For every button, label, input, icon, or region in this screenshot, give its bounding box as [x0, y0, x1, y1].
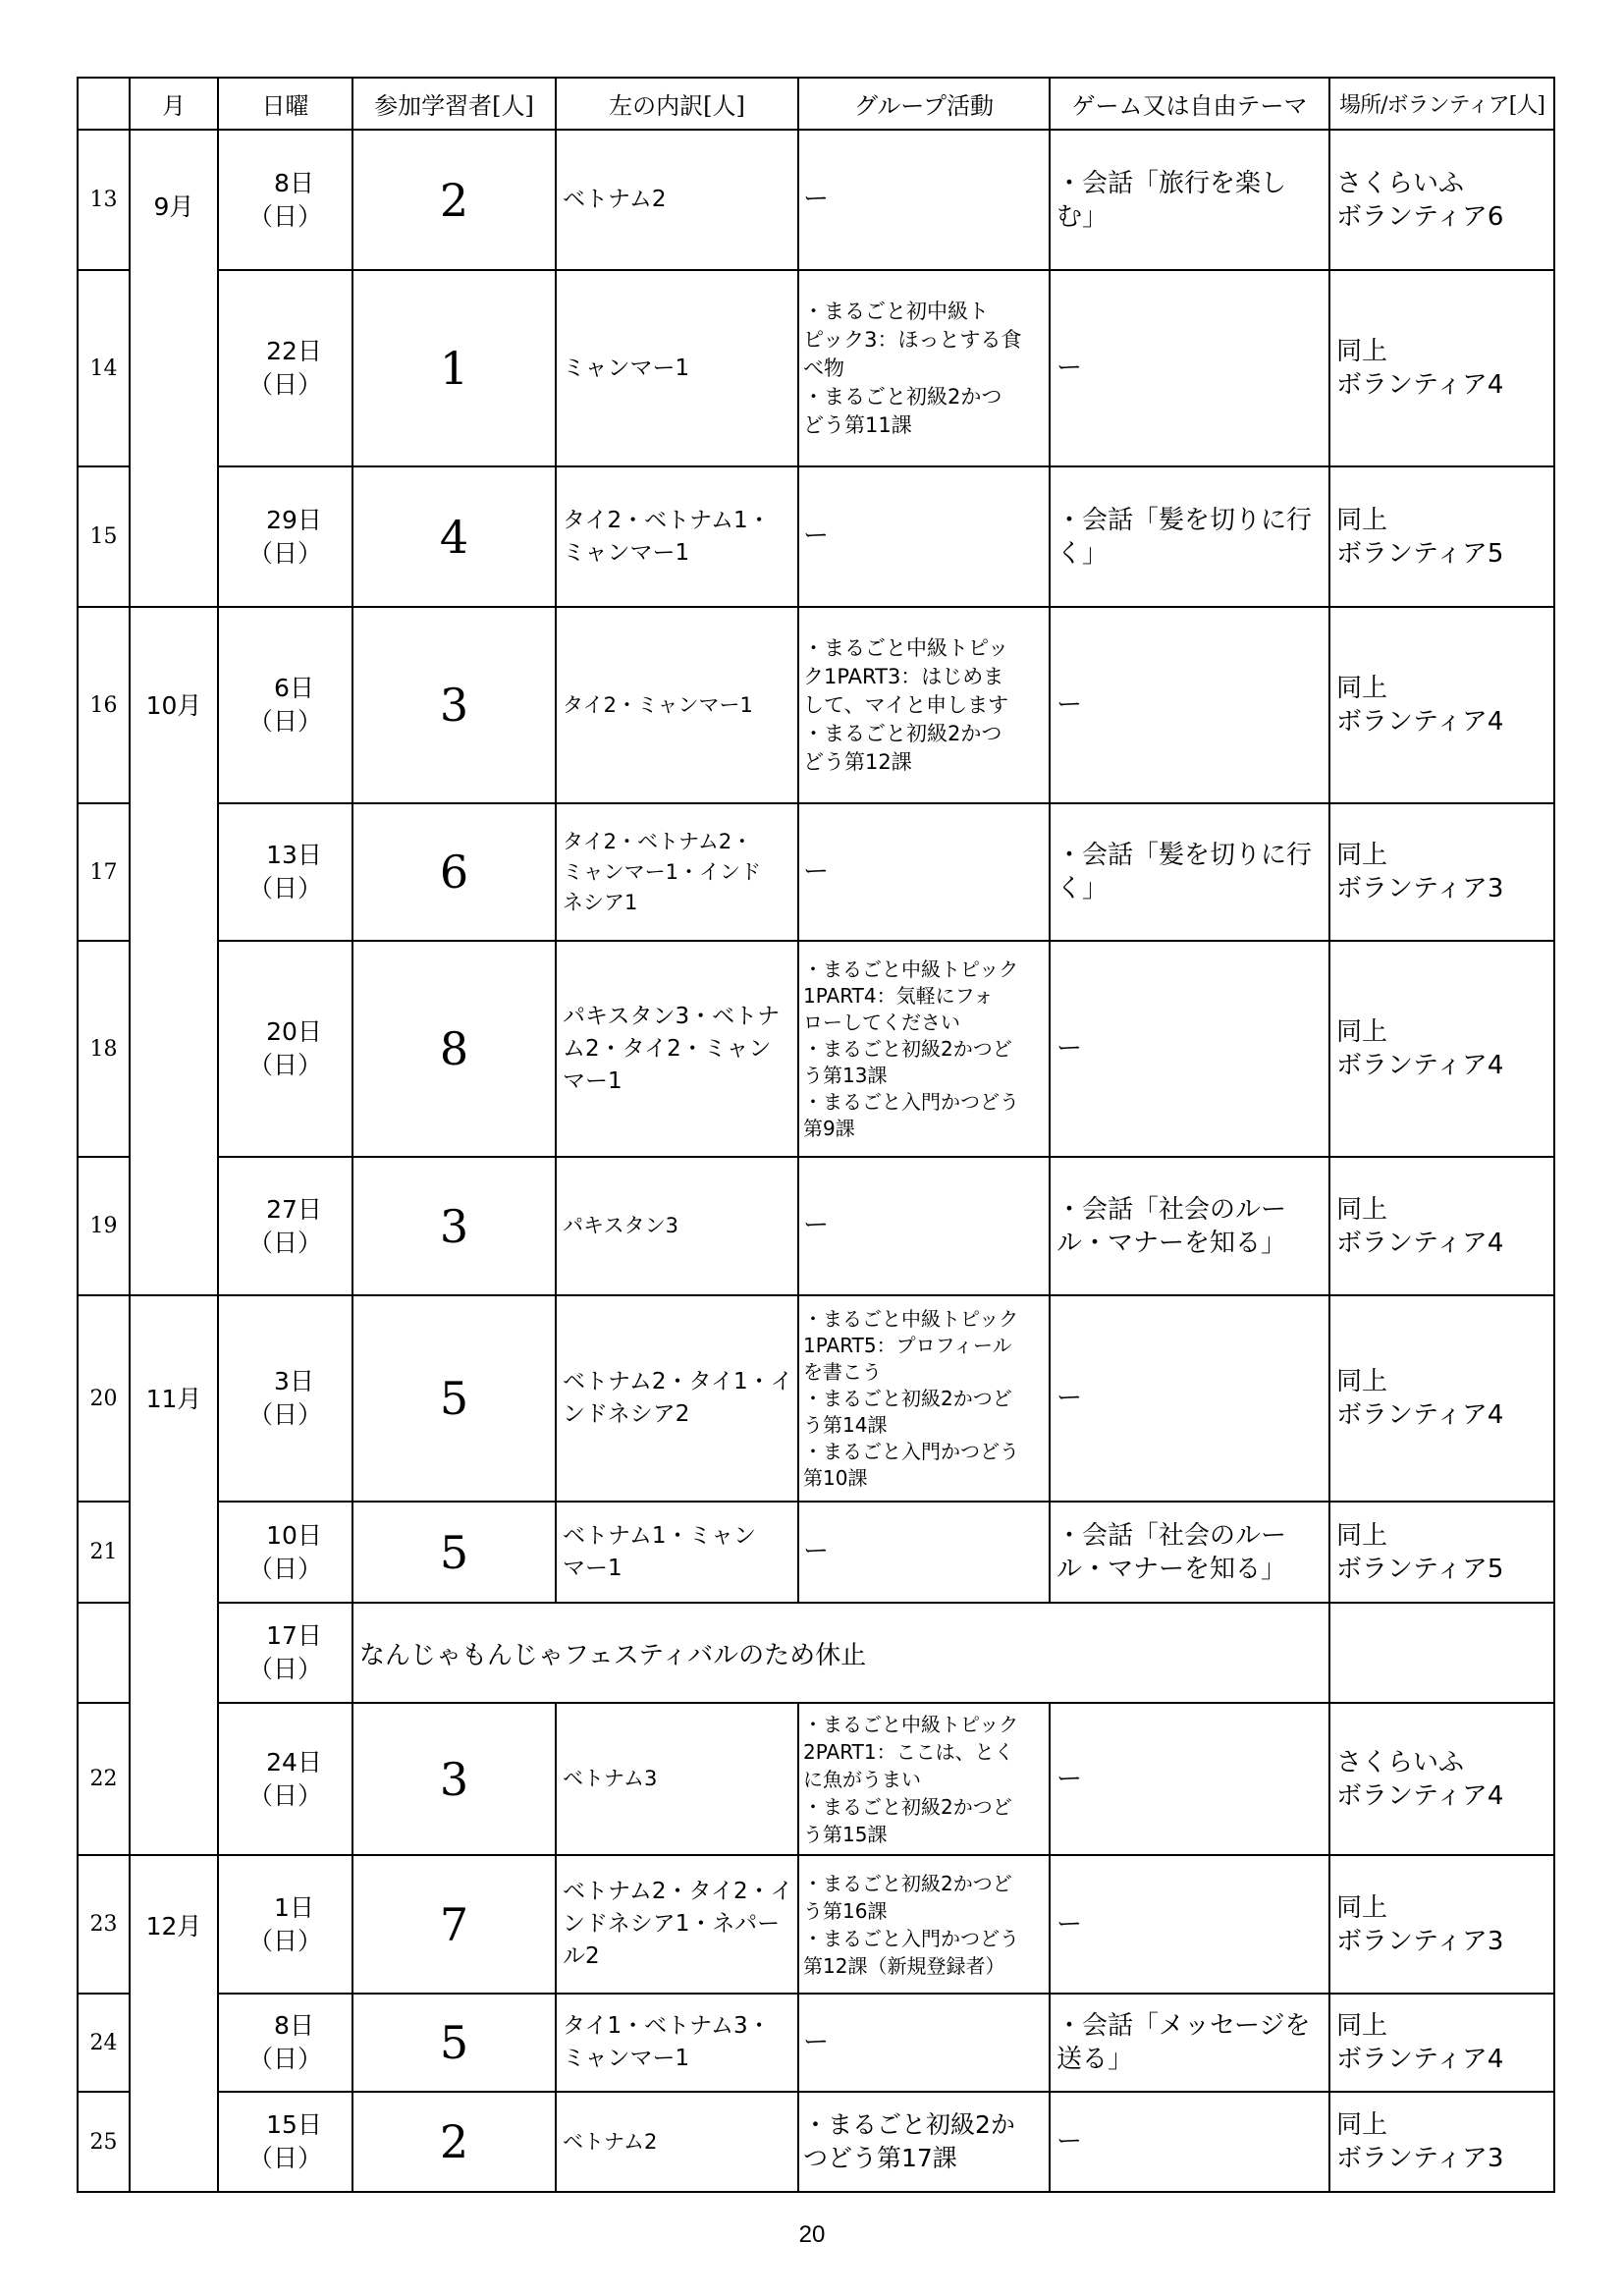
month-cell: 12月 [130, 1855, 218, 2192]
place-line: 同上 [1336, 1892, 1388, 1923]
place-line: ボランティア3 [1336, 874, 1504, 903]
group-line: つどう第17課 [803, 2144, 957, 2172]
row-number: 24 [78, 1994, 130, 2092]
table-row [78, 1502, 1554, 1603]
breakdown-cell [556, 1502, 798, 1603]
header-date: 日曜 [218, 78, 352, 130]
group-line: う第16課 [803, 1898, 888, 1923]
group-line: ローしてください [803, 1010, 960, 1034]
day: 29日 [266, 505, 322, 534]
participant-count: 8 [352, 941, 556, 1157]
date-cell [218, 1703, 352, 1855]
place-cell [1329, 1157, 1554, 1295]
place-cell [1329, 466, 1554, 607]
group-line: ー [803, 1211, 830, 1240]
place-line: 同上 [1336, 2110, 1388, 2140]
header-row [78, 78, 1554, 130]
table-row [78, 803, 1554, 941]
breakdown-line: パキスタン3 [563, 1214, 678, 1237]
row-number: 14 [78, 270, 130, 466]
theme-cell [1050, 270, 1329, 466]
header-no [78, 78, 130, 130]
day: 13日 [266, 841, 322, 869]
group-line: ー [803, 185, 830, 214]
breakdown-line: ベトナム1・ミャン [563, 1522, 757, 1549]
participant-count: 5 [352, 1994, 556, 2092]
breakdown-line: ベトナム2・タイ1・イ [563, 1369, 793, 1394]
breakdown-cell [556, 1703, 798, 1855]
weekday: （日） [247, 1780, 322, 1810]
place-line: 同上 [1336, 505, 1388, 535]
group-line: ク1PART3：はじめま [803, 664, 1004, 688]
group-line: ・まるごと初級2かつ [803, 384, 1002, 409]
group-line: ・まるごと中級トピック [803, 1712, 1019, 1736]
breakdown-cell [556, 130, 798, 270]
header-place-volunteers: 場所/ボランティア[人] [1329, 78, 1554, 130]
header-group-activity: グループ活動 [798, 78, 1050, 130]
weekday: （日） [247, 370, 322, 399]
place-cell [1329, 2092, 1554, 2192]
breakdown-line: ベトナム2 [563, 2129, 658, 2154]
breakdown-cell [556, 803, 798, 941]
place-line: ボランティア6 [1336, 201, 1504, 232]
weekday: （日） [247, 1554, 322, 1583]
group-line: ー [803, 521, 830, 551]
theme-line: ー [1056, 1764, 1083, 1794]
breakdown-line: タイ2・ミャンマー1 [563, 692, 753, 717]
row-number: 13 [78, 130, 130, 270]
group-activity-cell [798, 2092, 1050, 2192]
theme-line: ・会話「旅行を楽し [1056, 168, 1287, 198]
group-line: ・まるごと中級トピッ [803, 635, 1009, 660]
participant-count: 2 [352, 130, 556, 270]
weekday: （日） [247, 1655, 322, 1683]
place-line: 同上 [1336, 337, 1388, 366]
group-activity-cell [798, 941, 1050, 1157]
day: 10日 [266, 1520, 322, 1550]
breakdown-cell [556, 941, 798, 1157]
row-number: 25 [78, 2092, 130, 2192]
theme-cell [1050, 466, 1329, 607]
table-row [78, 1603, 1554, 1703]
place-cell [1329, 130, 1554, 270]
theme-line: む」 [1056, 201, 1109, 232]
group-line: ・まるごと初中級ト [803, 299, 989, 323]
place-line: ボランティア4 [1336, 1228, 1504, 1258]
group-line: う第13課 [803, 1063, 888, 1087]
place-cell [1329, 270, 1554, 466]
group-line: 2PART1：ここは、とく [803, 1739, 1014, 1764]
place-line: さくらいふ [1336, 1747, 1465, 1777]
date-cell [218, 466, 352, 607]
day: 27日 [266, 1194, 322, 1224]
breakdown-cell [556, 607, 798, 803]
place-line: 同上 [1336, 2011, 1388, 2041]
theme-cell [1050, 1502, 1329, 1603]
breakdown-cell [556, 1157, 798, 1295]
place-line: ボランティア3 [1336, 1926, 1504, 1956]
theme-cell [1050, 607, 1329, 803]
group-line: う第15課 [803, 1822, 888, 1846]
group-line: ー [803, 2027, 830, 2057]
place-line: さくらいふ [1336, 168, 1465, 198]
row-number: 23 [78, 1855, 130, 1994]
group-activity-cell [798, 1295, 1050, 1502]
day: 8日 [274, 168, 314, 197]
row-number [78, 1603, 130, 1703]
breakdown-line: マー1 [563, 1555, 623, 1581]
table-row [78, 270, 1554, 466]
row-number: 20 [78, 1295, 130, 1502]
place-line: 同上 [1336, 841, 1388, 870]
date-cell [218, 803, 352, 941]
place-cell [1329, 1502, 1554, 1603]
place-line: ボランティア4 [1336, 1051, 1504, 1080]
group-activity-cell [798, 1703, 1050, 1855]
group-line: ー [803, 856, 830, 887]
month-cell: 9月 [130, 130, 218, 607]
month-cell: 10月 [130, 607, 218, 1295]
theme-cell [1050, 1295, 1329, 1502]
date-cell [218, 941, 352, 1157]
theme-line: く」 [1056, 538, 1109, 569]
group-line: 1PART4：気軽にフォ [803, 983, 994, 1008]
place-line: 同上 [1336, 1367, 1388, 1396]
group-line: ・まるごと入門かつどう [803, 1926, 1019, 1950]
group-activity-cell [798, 130, 1050, 270]
group-line: ・まるごと初級2かつど [803, 1036, 1012, 1061]
group-line: ・まるごと中級トピック [803, 1306, 1019, 1331]
group-line: ー [803, 1537, 830, 1566]
breakdown-line: タイ2・ベトナム2・ [563, 829, 753, 853]
theme-line: ル・マナーを知る」 [1056, 1554, 1287, 1584]
place-cell [1329, 607, 1554, 803]
theme-line: ル・マナーを知る」 [1056, 1228, 1287, 1258]
breakdown-cell [556, 1855, 798, 1994]
group-line: ・まるごと入門かつどう [803, 1089, 1019, 1114]
breakdown-line: パキスタン3・ベトナ [563, 1003, 781, 1029]
table-row [78, 1703, 1554, 1855]
breakdown-cell [556, 2092, 798, 2192]
theme-cell [1050, 1855, 1329, 1994]
group-line: ・まるごと初級2か [803, 2110, 1015, 2139]
breakdown-line: ベトナム2 [563, 187, 667, 212]
group-line: 第12課（新規登録者） [803, 1953, 1005, 1978]
place-line: ボランティア3 [1336, 2144, 1504, 2173]
group-activity-cell [798, 466, 1050, 607]
header-month: 月 [130, 78, 218, 130]
date-cell [218, 1603, 352, 1703]
day: 6日 [274, 674, 314, 702]
closure-note: なんじゃもんじゃフェスティバルのため休止 [352, 1603, 1329, 1703]
date-cell [218, 1502, 352, 1603]
participant-count: 2 [352, 2092, 556, 2192]
group-activity-cell [798, 1994, 1050, 2092]
theme-cell [1050, 2092, 1329, 2192]
date-cell [218, 1157, 352, 1295]
table-row [78, 607, 1554, 803]
breakdown-line: マー1 [563, 1067, 623, 1094]
place-line: ボランティア4 [1336, 1400, 1504, 1430]
group-line: ・まるごと中級トピック [803, 957, 1019, 981]
row-number: 22 [78, 1703, 130, 1855]
group-activity-cell [798, 607, 1050, 803]
breakdown-line: ル2 [563, 1943, 600, 1969]
weekday: （日） [247, 874, 322, 902]
header-breakdown: 左の内訳[人] [556, 78, 798, 130]
table-row [78, 1295, 1554, 1502]
group-line: して、マイと申します [803, 692, 1009, 717]
row-number: 18 [78, 941, 130, 1157]
day: 8日 [274, 2011, 314, 2040]
group-line: 1PART5：プロフィール [803, 1333, 1012, 1357]
place-line: ボランティア5 [1336, 1554, 1504, 1584]
place-line: 同上 [1336, 1017, 1388, 1047]
group-line: ピック3：ほっとする食 [803, 327, 1022, 352]
participant-count: 5 [352, 1295, 556, 1502]
theme-line: ー [1056, 1034, 1083, 1064]
participant-count: 6 [352, 803, 556, 941]
breakdown-line: ベトナム3 [563, 1767, 658, 1790]
group-line: 第10課 [803, 1465, 868, 1490]
place-line: 同上 [1336, 674, 1388, 703]
day: 17日 [266, 1621, 322, 1650]
breakdown-cell [556, 1295, 798, 1502]
group-activity-cell [798, 803, 1050, 941]
theme-line: ー [1056, 1384, 1083, 1413]
group-line: べ物 [803, 355, 844, 380]
group-line: う第14課 [803, 1412, 888, 1437]
table-row [78, 466, 1554, 607]
place-cell [1329, 803, 1554, 941]
theme-line: ・会話「髪を切りに行 [1056, 505, 1313, 535]
participant-count: 1 [352, 270, 556, 466]
theme-line: ー [1056, 1909, 1083, 1940]
group-line: ・まるごと初級2かつど [803, 1386, 1012, 1410]
participant-count: 3 [352, 607, 556, 803]
participant-count: 7 [352, 1855, 556, 1994]
empty-cell [1329, 1603, 1554, 1703]
weekday: （日） [247, 1400, 322, 1429]
table-row [78, 1994, 1554, 2092]
header-participants: 参加学習者[人] [352, 78, 556, 130]
group-line: ・まるごと初級2かつ [803, 721, 1002, 745]
theme-cell [1050, 1157, 1329, 1295]
breakdown-line: ミャンマー1 [563, 355, 690, 381]
place-cell [1329, 1855, 1554, 1994]
breakdown-line: ベトナム2・タイ2・イ [563, 1879, 793, 1904]
breakdown-line: ミャンマー1・インド [563, 859, 761, 884]
group-activity-cell [798, 1157, 1050, 1295]
theme-cell [1050, 941, 1329, 1157]
date-cell [218, 270, 352, 466]
place-cell [1329, 941, 1554, 1157]
participant-count: 3 [352, 1703, 556, 1855]
weekday: （日） [247, 1051, 322, 1079]
group-line: ・まるごと初級2かつど [803, 1794, 1012, 1819]
breakdown-line: タイ2・ベトナム1・ [563, 507, 771, 533]
date-cell [218, 1994, 352, 2092]
date-cell [218, 130, 352, 270]
participant-count: 5 [352, 1502, 556, 1603]
table-row [78, 1157, 1554, 1295]
header-game-theme: ゲーム又は自由テーマ [1050, 78, 1329, 130]
day: 3日 [274, 1367, 314, 1395]
day: 22日 [266, 337, 322, 365]
group-line: 第9課 [803, 1116, 855, 1140]
theme-line: ー [1056, 354, 1083, 383]
group-line: どう第12課 [803, 749, 912, 774]
page-number: 20 [798, 2221, 826, 2248]
table-row [78, 2092, 1554, 2192]
participant-count: 4 [352, 466, 556, 607]
group-activity-cell [798, 270, 1050, 466]
weekday: （日） [247, 201, 322, 231]
place-line: ボランティア4 [1336, 707, 1504, 737]
date-cell [218, 1295, 352, 1502]
day: 1日 [274, 1892, 314, 1922]
breakdown-cell [556, 1994, 798, 2092]
group-line: に魚がうまい [803, 1767, 921, 1791]
place-line: ボランティア5 [1336, 538, 1504, 569]
date-cell [218, 2092, 352, 2192]
row-number: 19 [78, 1157, 130, 1295]
group-line: どう第11課 [803, 412, 912, 437]
theme-line: 送る」 [1056, 2045, 1134, 2074]
group-line: を書こう [803, 1359, 882, 1384]
participant-count: 3 [352, 1157, 556, 1295]
activity-log-table [77, 77, 1555, 2193]
breakdown-line: ンドネシア2 [563, 1401, 690, 1427]
theme-line: ー [1056, 2127, 1083, 2157]
row-number: 15 [78, 466, 130, 607]
group-line: ・まるごと入門かつどう [803, 1439, 1019, 1463]
weekday: （日） [247, 707, 322, 736]
table-row [78, 130, 1554, 270]
weekday: （日） [247, 1228, 322, 1257]
theme-cell [1050, 1703, 1329, 1855]
day: 24日 [266, 1747, 322, 1777]
place-line: ボランティア4 [1336, 370, 1504, 400]
weekday: （日） [247, 2045, 322, 2073]
place-cell [1329, 1994, 1554, 2092]
row-number: 16 [78, 607, 130, 803]
breakdown-line: タイ1・ベトナム3・ [563, 2013, 771, 2039]
theme-cell [1050, 130, 1329, 270]
place-line: ボランティア4 [1336, 1780, 1504, 1811]
day: 20日 [266, 1017, 322, 1046]
weekday: （日） [247, 1926, 322, 1955]
group-activity-cell [798, 1502, 1050, 1603]
theme-cell [1050, 1994, 1329, 2092]
breakdown-line: ンドネシア1・ネパー [563, 1911, 781, 1937]
table-row [78, 1855, 1554, 1994]
weekday: （日） [247, 538, 322, 568]
theme-line: ・会話「社会のルー [1056, 1520, 1287, 1551]
group-line: ・まるごと初級2かつど [803, 1871, 1012, 1895]
theme-line: ー [1056, 690, 1083, 720]
place-cell [1329, 1295, 1554, 1502]
day: 15日 [266, 2110, 322, 2139]
date-cell [218, 607, 352, 803]
breakdown-line: ネシア1 [563, 890, 638, 914]
theme-line: く」 [1056, 874, 1109, 903]
breakdown-line: ミャンマー1 [563, 539, 690, 566]
theme-line: ・会話「社会のルー [1056, 1194, 1287, 1225]
place-cell [1329, 1703, 1554, 1855]
place-line: 同上 [1336, 1520, 1388, 1551]
breakdown-line: ミャンマー1 [563, 2046, 690, 2071]
table-row [78, 941, 1554, 1157]
weekday: （日） [247, 2144, 322, 2172]
theme-line: ・会話「髪を切りに行 [1056, 841, 1313, 870]
theme-cell [1050, 803, 1329, 941]
month-cell: 11月 [130, 1295, 218, 1855]
group-activity-cell [798, 1855, 1050, 1994]
breakdown-cell [556, 466, 798, 607]
place-line: ボランティア4 [1336, 2045, 1504, 2074]
breakdown-cell [556, 270, 798, 466]
date-cell [218, 1855, 352, 1994]
theme-line: ・会話「メッセージを [1056, 2011, 1311, 2041]
row-number: 21 [78, 1502, 130, 1603]
row-number: 17 [78, 803, 130, 941]
breakdown-line: ム2・タイ2・ミャン [563, 1035, 772, 1062]
place-line: 同上 [1336, 1194, 1388, 1225]
